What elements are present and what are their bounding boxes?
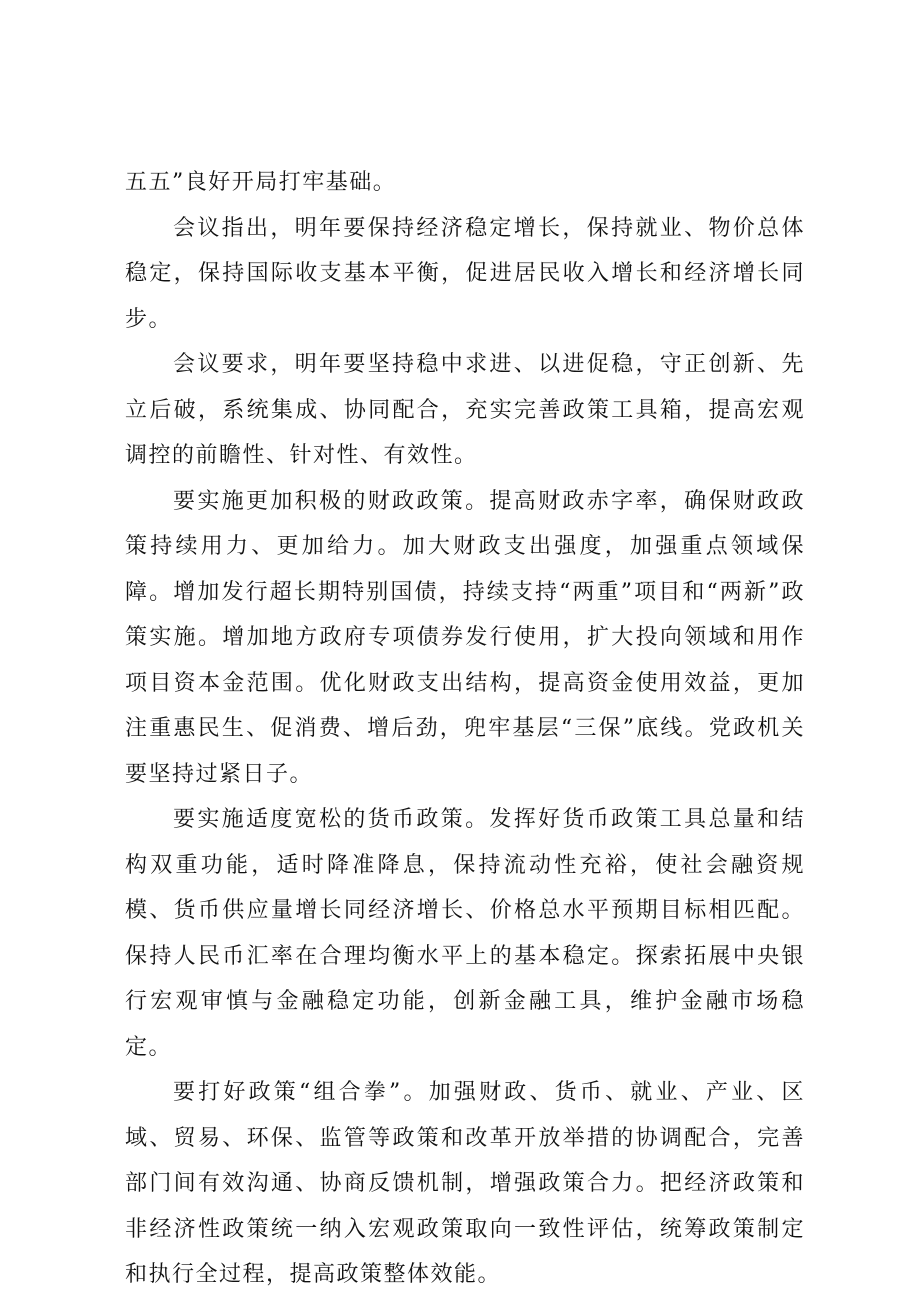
paragraph-policy-combination: 要打好政策“组合拳”。加强财政、货币、就业、产业、区域、贸易、环保、监管等政策和改革开放举措的协调配合，完善部门间有效沟通、协商反馈机制，增强政策合力。把经济政策和非经济性政策统一纳入宏观政策取向一致性评估，统筹政策制定和执行全过程，提高政策整体效能。 <box>125 1080 805 1287</box>
document-body <box>125 160 805 1298</box>
paragraph-monetary-policy: 要实施适度宽松的货币政策。发挥好货币政策工具总量和结构双重功能，适时降准降息，保持流动性充裕，使社会融资规模、货币供应量增长同经济增长、价格总水平预期目标相匹配。保持人民币汇率在合理均衡水平上的基本稳定。探索拓展中央银行宏观审慎与金融稳定功能，创新金融工具，维护金融市场稳定。 <box>125 807 805 1060</box>
paragraph-meeting-requirements: 会议要求，明年要坚持稳中求进、以进促稳，守正创新、先立后破，系统集成、协同配合，充实完善政策工具箱，提高宏观调控的前瞻性、针对性、有效性。 <box>125 352 805 468</box>
paragraph-continuation: 五五”良好开局打牢基础。 <box>125 170 397 195</box>
paragraph-meeting-pointed-out: 会议指出，明年要保持经济稳定增长，保持就业、物价总体稳定，保持国际收支基本平衡，促进居民收入增长和经济增长同步。 <box>125 215 805 332</box>
paragraph-fiscal-policy: 要实施更加积极的财政政策。提高财政赤字率，确保财政政策持续用力、更加给力。加大财政支出强度，加强重点领域保障。增加发行超长期特别国债，持续支持“两重”项目和“两新”政策实施。增加地方政府专项债券发行使用，扩大投向领域和用作项目资本金范围。优化财政支出结构，提高资金使用效益，更加注重惠民生、促消费、增后劲，兜牢基层“三保”底线。党政机关要坚持过紧日子。 <box>125 488 805 787</box>
